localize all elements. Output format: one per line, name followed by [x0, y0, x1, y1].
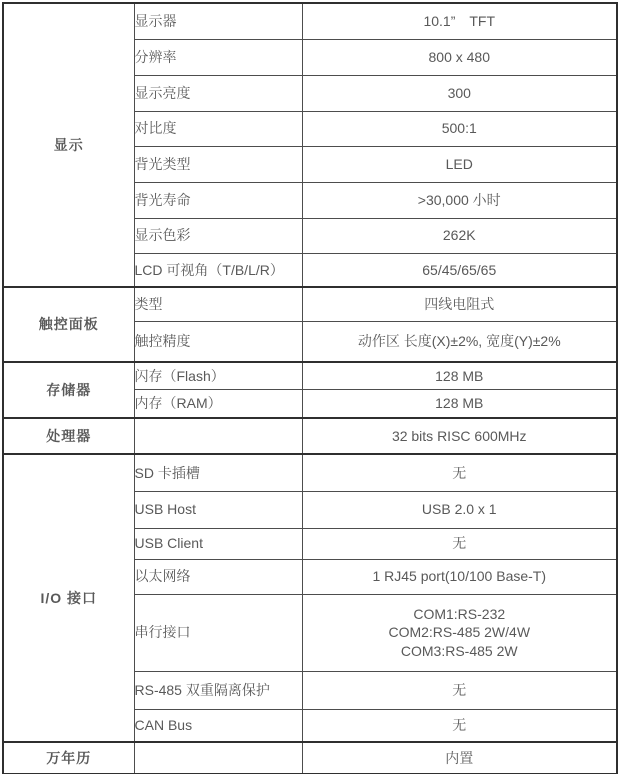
- spec-label: SD 卡插槽: [134, 454, 302, 491]
- serial-com3: COM3:RS-485 2W: [400, 642, 518, 659]
- table-row: [3, 362, 617, 389]
- serial-com2: COM2:RS-485 2W/4W: [388, 624, 531, 641]
- spec-value: 500:1: [302, 111, 617, 146]
- spec-value-serial: [302, 594, 617, 671]
- spec-table: [2, 2, 618, 774]
- spec-label: 对比度: [134, 111, 302, 146]
- spec-value: 内置: [302, 742, 617, 774]
- spec-value: 300: [302, 75, 617, 111]
- spec-value: 1 RJ45 port(10/100 Base-T): [302, 559, 617, 594]
- spec-value: 无: [302, 671, 617, 709]
- category-cell-calendar: 万年历: [3, 742, 134, 774]
- spec-label: USB Client: [134, 528, 302, 559]
- spec-value: 128 MB: [302, 389, 617, 418]
- spec-label: RS-485 双重隔离保护: [134, 671, 302, 709]
- spec-label: 背光类型: [134, 146, 302, 182]
- spec-label: 显示色彩: [134, 218, 302, 253]
- category-cell-processor: 处理器: [3, 418, 134, 454]
- spec-label: 显示亮度: [134, 75, 302, 111]
- category-cell-storage: 存储器: [3, 362, 134, 418]
- spec-label: 触控精度: [134, 321, 302, 362]
- spec-label: CAN Bus: [134, 709, 302, 742]
- spec-value: >30,000 小时: [302, 182, 617, 218]
- spec-label: 闪存（Flash）: [134, 362, 302, 389]
- spec-label: [134, 742, 302, 774]
- spec-value: 65/45/65/65: [302, 253, 617, 287]
- serial-com1: COM1:RS-232: [413, 606, 506, 623]
- spec-value: 10.1” TFT: [302, 3, 617, 39]
- spec-value: USB 2.0 x 1: [302, 491, 617, 528]
- table-row: [3, 287, 617, 321]
- table-row: [3, 418, 617, 454]
- spec-label: USB Host: [134, 491, 302, 528]
- spec-value: 262K: [302, 218, 617, 253]
- spec-label: 分辨率: [134, 39, 302, 75]
- table-row: [3, 742, 617, 774]
- spec-value: LED: [302, 146, 617, 182]
- spec-label: 以太网络: [134, 559, 302, 594]
- spec-label: LCD 可视角（T/B/L/R）: [134, 253, 302, 287]
- spec-value: 800 x 480: [302, 39, 617, 75]
- category-cell-io: I/O 接口: [3, 454, 134, 742]
- table-row: [3, 454, 617, 491]
- spec-value: 32 bits RISC 600MHz: [302, 418, 617, 454]
- spec-label: [134, 418, 302, 454]
- table-row: [3, 3, 617, 39]
- spec-label: 类型: [134, 287, 302, 321]
- spec-label: 显示器: [134, 3, 302, 39]
- spec-value: 无: [302, 454, 617, 491]
- spec-value: 动作区 长度(X)±2%, 宽度(Y)±2%: [302, 321, 617, 362]
- spec-value: 四线电阻式: [302, 287, 617, 321]
- spec-value: 无: [302, 709, 617, 742]
- spec-value: 128 MB: [302, 362, 617, 389]
- spec-label: 背光寿命: [134, 182, 302, 218]
- spec-label: 串行接口: [134, 594, 302, 671]
- category-cell-display: 显示: [3, 3, 134, 287]
- spec-label: 内存（RAM）: [134, 389, 302, 418]
- category-cell-touch-panel: 触控面板: [3, 287, 134, 362]
- spec-value: 无: [302, 528, 617, 559]
